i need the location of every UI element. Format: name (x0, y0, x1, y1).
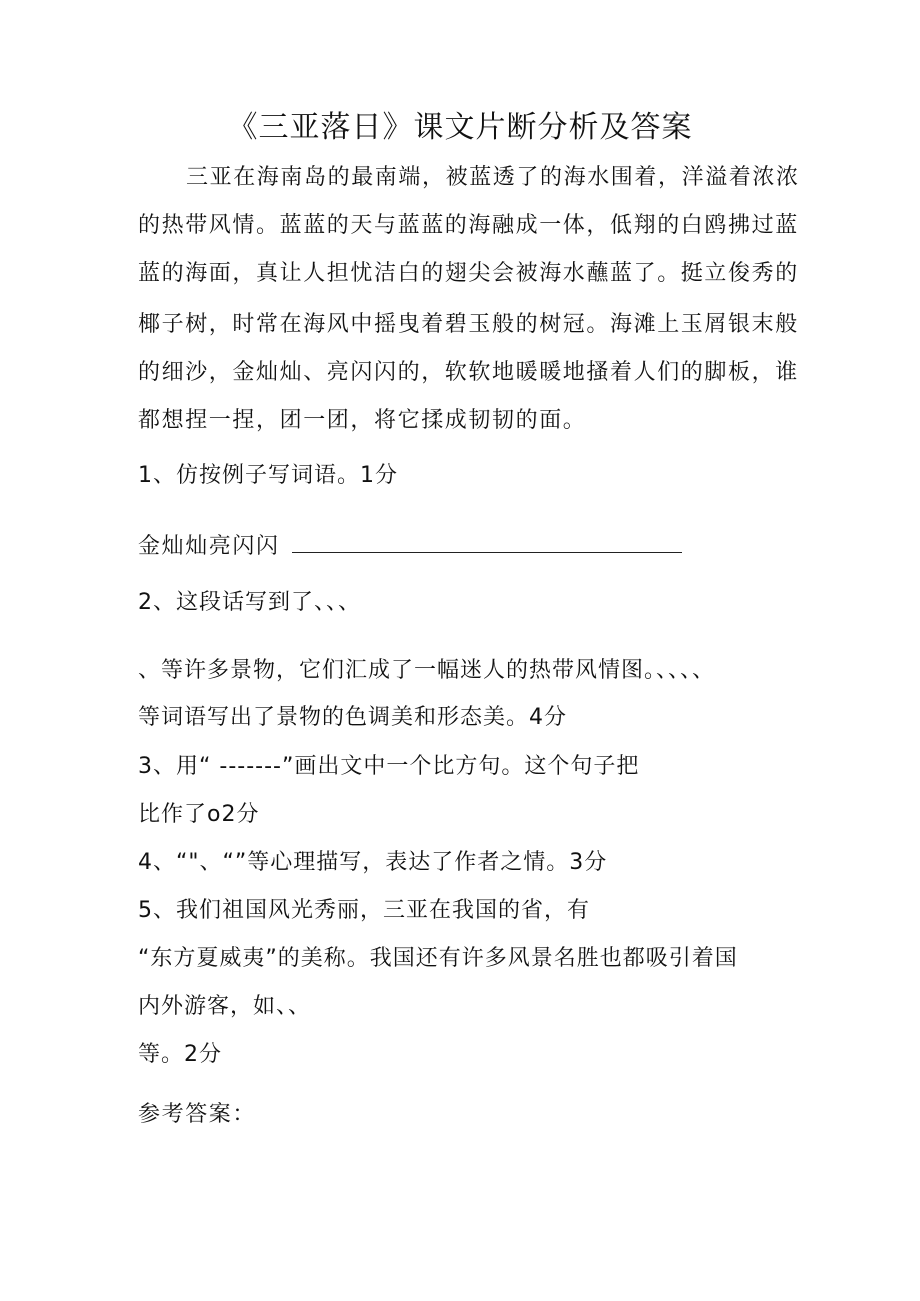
question-3-line-2: 比作了o2分 (138, 802, 260, 827)
question-5-line-3: 内外游客，如、、 (138, 994, 312, 1019)
question-2-line-1: 2、这段话写到了、、、 (138, 590, 361, 615)
passage-line-4: 椰子树，时常在海风中摇曳着碧玉般的树冠。海滩上玉屑银末般 (138, 312, 799, 337)
answer-heading: 参考答案： (138, 1102, 257, 1127)
question-1: 1、仿按例子写词语。1分 (138, 463, 398, 488)
question-3-line-1: 3、用“ -------”画出文中一个比方句。这个句子把 (138, 754, 640, 779)
page-title: 《三亚落日》课文片断分析及答案 (227, 110, 693, 145)
question-5-line-1: 5、我们祖国风光秀丽，三亚在我国的省，有 (138, 898, 590, 923)
question-4: 4、“"、“”等心理描写，表达了作者之情。3分 (138, 850, 608, 875)
passage-line-3: 蓝的海面，真让人担忧洁白的翅尖会被海水蘸蓝了。挺立俊秀的 (138, 261, 799, 286)
answer-blank-line[interactable] (292, 532, 682, 553)
passage-line-2: 的热带风情。蓝蓝的天与蓝蓝的海融成一体，低翔的白鸥拂过蓝 (138, 213, 799, 238)
question-1-example-row (138, 531, 682, 563)
question-5-line-4: 等。2分 (138, 1042, 222, 1067)
passage-line-1: 三亚在海南岛的最南端，被蓝透了的海水围着，洋溢着浓浓 (186, 165, 800, 190)
passage-line-6: 都想捏一捏，团一团，将它揉成韧韧的面。 (138, 408, 587, 433)
question-1-example: 金灿灿亮闪闪 (138, 534, 280, 559)
question-5-line-2: “东方夏威夷”的美称。我国还有许多风景名胜也都吸引着国 (138, 946, 738, 971)
passage-line-5: 的细沙，金灿灿、亮闪闪的，软软地暖暖地搔着人们的脚板，谁 (138, 360, 799, 385)
question-2-line-2: 、等许多景物，它们汇成了一幅迷人的热带风情图。、、、、 (138, 658, 716, 683)
question-2-line-3: 等词语写出了景物的色调美和形态美。4分 (138, 705, 567, 730)
